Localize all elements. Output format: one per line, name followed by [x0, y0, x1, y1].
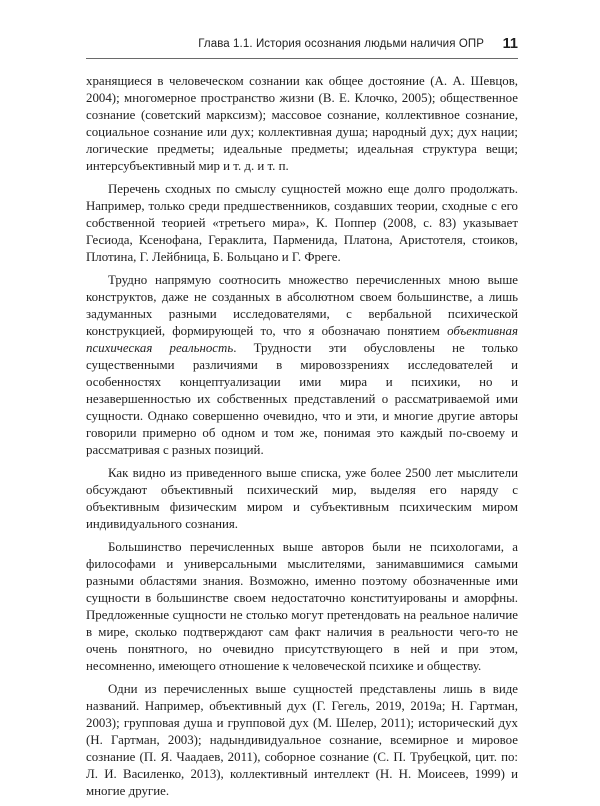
paragraph-2500-years: Как видно из приведенного выше списка, уже более 2500 лет мыслители обсуждают объективный психический мир, выделяя его наряду с объективным физическим миром и субъективным психическим миром индивидуального сознания. — [86, 466, 518, 531]
paragraph-text-after: . Трудности эти обусловлены не только существенными различиями в мировоззрениях исследователей и особенностях концептуализации ими мира и психики, но и незавершенностью их собственных представлений о рассматриваемой ими сущности. Однако совершенно очевидно, что и эти, и многие другие авторы говорили примерно об одном и том же, понимая это каждый по-своему и рассматривая с разных позиций. — [86, 341, 518, 457]
chapter-title: Глава 1.1. История осознания людьми наличия ОПР — [198, 38, 484, 50]
paragraph-continuation: хранящиеся в человеческом сознании как общее достояние (А. А. Шевцов, 2004); многомерное пространство жизни (В. Е. Клочко, 2005); общественное сознание (советский марксизм); массовое сознание, коллективное сознание, социальное сознание или дух; коллективная душа; народный дух; дух нации; логические предметы; идеальные предметы; идеальная структура вещи; интерсубъективный мир и т. д. и т. п. — [86, 74, 518, 173]
paragraph-objective-psychic-reality — [86, 272, 518, 459]
body-text — [86, 73, 518, 806]
page-number: 11 — [502, 36, 518, 52]
emphasized-term: объективная психическая реальность — [86, 324, 518, 355]
paragraph-text-before: Трудно напрямую соотносить множество перечисленных мною выше конструктов, даже не созданных в абсолютном своем большинстве, а лишь задуманных разными исследователями, с вербальной психической конструкцией, формирующей то, что я обозначаю понятием — [86, 273, 518, 338]
paragraph-authors: Большинство перечисленных выше авторов были не психологами, а философами и универсальными мыслителями, занимавшимися самыми разными областями знания. Возможно, именно поэтому обозначенные ими сущности в большинстве своем недостаточно конституированы и аморфны. Предложенные сущности не столько могут претендовать на реальное наличие в мире, сколько подтверждают сам факт наличия в реальности чего-то не очень понятного, но очевидно присутствующего в ней и при этом, несомненно, имеющего отношение к человеческой психике и обществу. — [86, 540, 518, 673]
running-head — [86, 36, 518, 59]
paragraph-names: Одни из перечисленных выше сущностей представлены лишь в виде названий. Например, объективный дух (Г. Гегель, 2019, 2019а; Н. Гартман, 2003); групповая душа и групповой дух (М. Шелер, 2011); исторический дух (Н. Гартман, 2003); надындивидуальное сознание, всемирное и мировое сознание (П. Я. Чаадаев, 2011), соборное сознание (С. П. Трубецкой, цит. по: Л. И. Василенко, 2013), коллективный интеллект (Н. Н. Моисеев, 1999) и многие другие. — [86, 682, 518, 798]
paragraph-predecessors: Перечень сходных по смыслу сущностей можно еще долго продолжать. Например, только среди предшественников, создавших теории, сходные с его собственной теорией «третьего мира», К. Поппер (2008, с. 83) указывает Гесиода, Ксенофана, Гераклита, Парменида, Платона, Аристотеля, стоиков, Плотина, Г. Лейбница, Б. Больцано и Г. Фреге. — [86, 182, 518, 264]
